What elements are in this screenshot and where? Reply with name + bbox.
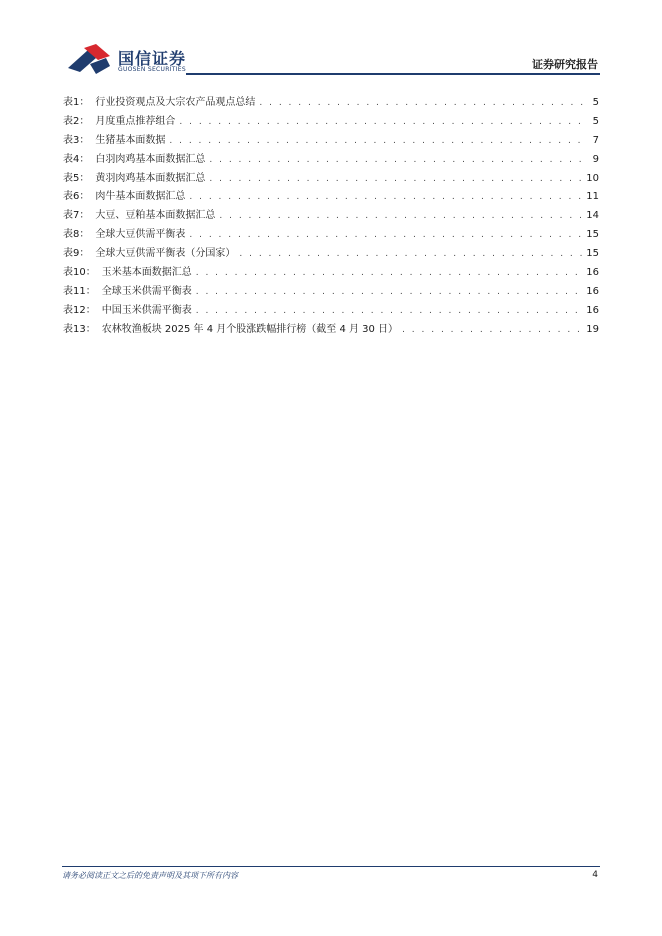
toc-entry-label: 表13： [63, 323, 96, 335]
toc-dot-leader [179, 113, 585, 132]
toc-entry-page-number: 11 [586, 191, 599, 203]
toc-entry-label: 表12： [63, 304, 96, 316]
toc-entry-title: 玉米基本面数据汇总 [101, 267, 192, 279]
page-header [0, 0, 662, 80]
guosen-logo-icon [66, 44, 112, 76]
logo-chinese-text: 国信证券 [118, 49, 187, 68]
toc-entry-label: 表6： [63, 191, 90, 203]
toc-entry-page-number: 15 [586, 248, 599, 260]
toc-entry[interactable] [63, 283, 599, 302]
toc-entry-title: 生猪基本面数据 [95, 134, 166, 146]
toc-entry-label: 表2： [63, 115, 90, 127]
toc-entry-title: 全球玉米供需平衡表 [101, 285, 192, 297]
toc-entry[interactable] [63, 226, 599, 245]
toc-entry-page-number: 16 [586, 285, 599, 297]
toc-entry[interactable] [63, 170, 599, 189]
footer-divider [62, 866, 600, 867]
toc-entry-title: 白羽肉鸡基本面数据汇总 [95, 153, 206, 165]
toc-entry[interactable] [63, 302, 599, 321]
toc-dot-leader [169, 132, 585, 151]
toc-entry-label: 表8： [63, 229, 90, 241]
toc-entry-page-number: 16 [586, 304, 599, 316]
toc-entry-label: 表11： [63, 285, 96, 297]
toc-dot-leader [189, 226, 584, 245]
toc-entry-label: 表5： [63, 172, 90, 184]
toc-dot-leader [239, 245, 584, 264]
report-type-label: 证券研究报告 [532, 58, 598, 71]
toc-entry-page-number: 16 [586, 267, 599, 279]
toc-entry-title: 大豆、豆粕基本面数据汇总 [95, 210, 216, 222]
toc-entry[interactable] [63, 264, 599, 283]
toc-entry-label: 表1： [63, 97, 90, 108]
toc-entry[interactable] [63, 132, 599, 151]
toc-dot-leader [219, 207, 584, 226]
footer-disclaimer: 请务必阅读正文之后的免责声明及其项下所有内容 [62, 871, 238, 880]
toc-entry-label: 表7： [63, 210, 90, 222]
toc-entry-title: 月度重点推荐组合 [95, 115, 176, 127]
toc-dot-leader [259, 94, 585, 113]
toc-dot-leader [196, 283, 585, 302]
toc-entry-page-number: 10 [586, 172, 599, 184]
toc-entry-page-number: 15 [586, 229, 599, 241]
toc-dot-leader [189, 188, 584, 207]
toc-entry-title: 全球大豆供需平衡表（分国家） [95, 248, 236, 260]
toc-entry-page-number: 14 [586, 210, 599, 222]
toc-entry-label: 表10： [63, 267, 96, 279]
toc-entry-title: 全球大豆供需平衡表 [95, 229, 186, 241]
toc-entry[interactable] [63, 151, 599, 170]
toc-entry-page-number: 7 [592, 134, 599, 146]
toc-dot-leader [196, 302, 585, 321]
toc-entry-page-number: 19 [586, 323, 599, 335]
table-of-tables [63, 94, 599, 340]
toc-dot-leader [209, 151, 585, 170]
header-divider [186, 73, 600, 75]
toc-entry-title: 行业投资观点及大宗农产品观点总结 [95, 97, 256, 108]
toc-entry-label: 表4： [63, 153, 90, 165]
logo-english-text: GUOSEN SECURITIES [118, 66, 187, 73]
toc-dot-leader [402, 321, 584, 340]
toc-entry-title: 农林牧渔板块 2025 年 4 月个股涨跌幅排行榜（截至 4 月 30 日） [101, 323, 399, 335]
toc-entry[interactable] [63, 113, 599, 132]
toc-entry-title: 黄羽肉鸡基本面数据汇总 [95, 172, 206, 184]
toc-entry-page-number: 5 [592, 115, 599, 127]
toc-entry[interactable] [63, 321, 599, 340]
toc-entry[interactable] [63, 245, 599, 264]
toc-dot-leader [209, 170, 584, 189]
toc-entry-page-number: 5 [592, 97, 599, 108]
toc-entry-page-number: 9 [592, 153, 599, 165]
toc-entry-label: 表3： [63, 134, 90, 146]
toc-entry[interactable] [63, 188, 599, 207]
toc-entry[interactable] [63, 94, 599, 113]
toc-entry-title: 肉牛基本面数据汇总 [95, 191, 186, 203]
toc-dot-leader [196, 264, 585, 283]
toc-entry-label: 表9： [63, 248, 90, 260]
footer-page-number: 4 [592, 870, 598, 880]
toc-entry[interactable] [63, 207, 599, 226]
toc-entry-title: 中国玉米供需平衡表 [101, 304, 192, 316]
guosen-logo [66, 44, 187, 76]
